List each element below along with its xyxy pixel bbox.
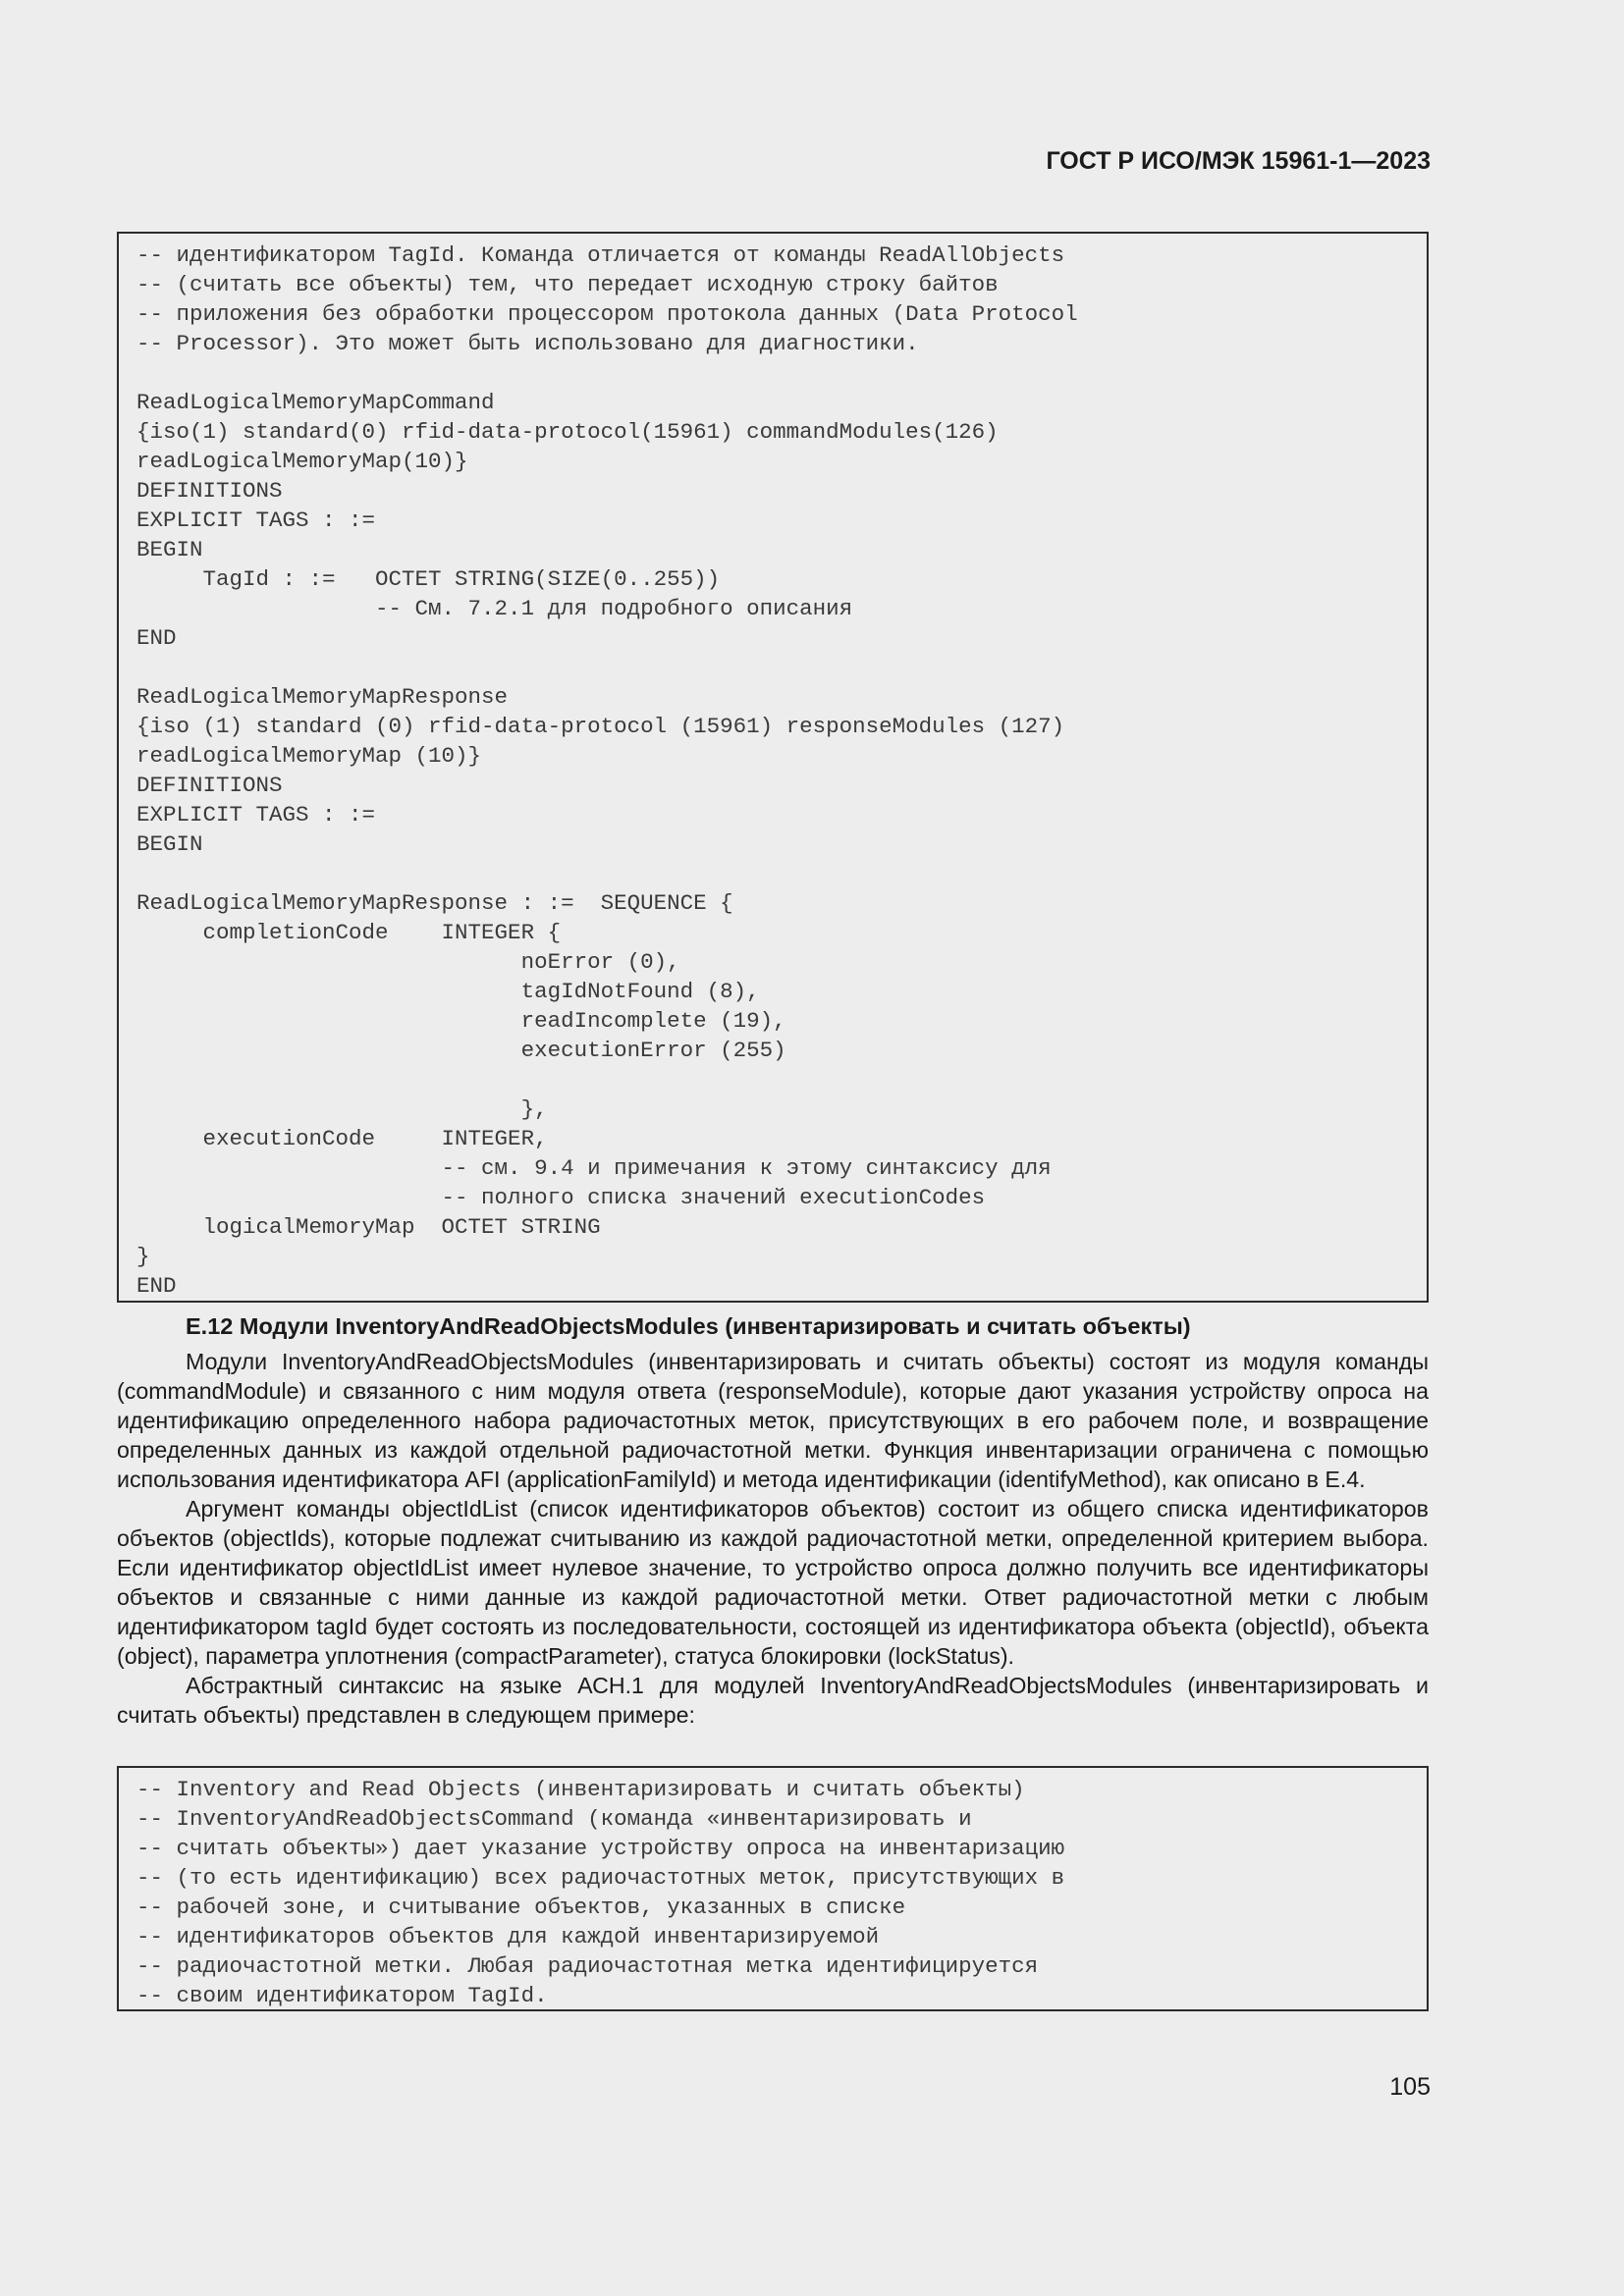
section-body	[117, 1347, 1429, 1730]
paragraph: Абстрактный синтаксис на языке АСН.1 для модулей InventoryAndReadObjectsModules (инвентаризировать и считать объекты) представлен в следующем примере:	[117, 1673, 1429, 1728]
paragraph: Аргумент команды objectIdList (список идентификаторов объектов) состоит из общего списка идентификаторов объектов (objectIds), которые подлежат считыванию из каждой радиочастотной метки, определенной критерием выбора. Если идентификатор objectIdList имеет нулевое значение, то устройство опроса должно получить все идентификаторы объектов и связанные с ними данные из каждой радиочастотной метки. Ответ радиочастотной метки с любым идентификатором tagId будет состоять из последовательности, состоящей из идентификатора объекта (objectId), объекта (object), параметра уплотнения (compactParameter), статуса блокировки (lockStatus).	[117, 1496, 1429, 1669]
code-listing: -- идентификатором TagId. Команда отличается от команды ReadAllObjects -- (считать все объекты) тем, что передает исходную строку байтов -- приложения без обработки процессором протокола данных (Data Protocol -- Processor). Это может быть использовано для диагностики. ReadLogicalMemoryMapCommand {iso(1) standard(0) rfid-data-protocol(15961) commandModules(126) readLogicalMemoryMap(10)} DEFINITIONS EXPLICIT TAGS : := BEGIN TagId : := OCTET STRING(SIZE(0..255)) -- См. 7.2.1 для подробного описания END ReadLogicalMemoryMapResponse {iso (1) standard (0) rfid-data-protocol (15961) responseModules (127) readLogicalMemoryMap (10)} DEFINITIONS EXPLICIT TAGS : := BEGIN ReadLogicalMemoryMapResponse : := SEQUENCE { completionCode INTEGER { noError (0), tagIdNotFound (8), readIncomplete (19), executionError (255) }, executionCode INTEGER, -- см. 9.4 и примечания к этому синтаксису для -- полного списка значений executionCodes logicalMemoryMap OCTET STRING } END	[136, 242, 1078, 1299]
code-block-read-logical-memory-map	[117, 232, 1429, 1303]
code-block-inventory-and-read-objects	[117, 1766, 1429, 2011]
paragraph: Модули InventoryAndReadObjectsModules (инвентаризировать и считать объекты) состоят из модуля команды (commandModule) и связанного с ним модуля ответа (responseModule), которые дают указания устройству опроса на идентификацию определенного набора радиочастотных меток, присутствующих в его рабочем поле, и возвращение определенных данных из каждой отдельной радиочастотной метки. Функция инвентаризации ограничена с помощью использования идентификатора AFI (applicationFamilyId) и метода идентификации (identifyMethod), как описано в Е.4.	[117, 1349, 1429, 1492]
page-header-standard: ГОСТ Р ИСО/МЭК 15961-1—2023	[1046, 147, 1431, 175]
code-listing: -- Inventory and Read Objects (инвентаризировать и считать объекты) -- InventoryAndReadObjectsCommand (команда «инвентаризировать и -- считать объекты») дает указание устройству опроса на инвентаризацию -- (то есть идентификацию) всех радиочастотных меток, присутствующих в -- рабочей зоне, и считывание объектов, указанных в списке -- идентификаторов объектов для каждой инвентаризируемой -- радиочастотной метки. Любая радиочастотная метка идентифицируется -- своим идентификатором TagId.	[136, 1777, 1065, 2008]
page-number: 105	[1389, 2073, 1431, 2101]
section-heading: E.12 Модули InventoryAndReadObjectsModules (инвентаризировать и считать объекты)	[186, 1313, 1191, 1339]
